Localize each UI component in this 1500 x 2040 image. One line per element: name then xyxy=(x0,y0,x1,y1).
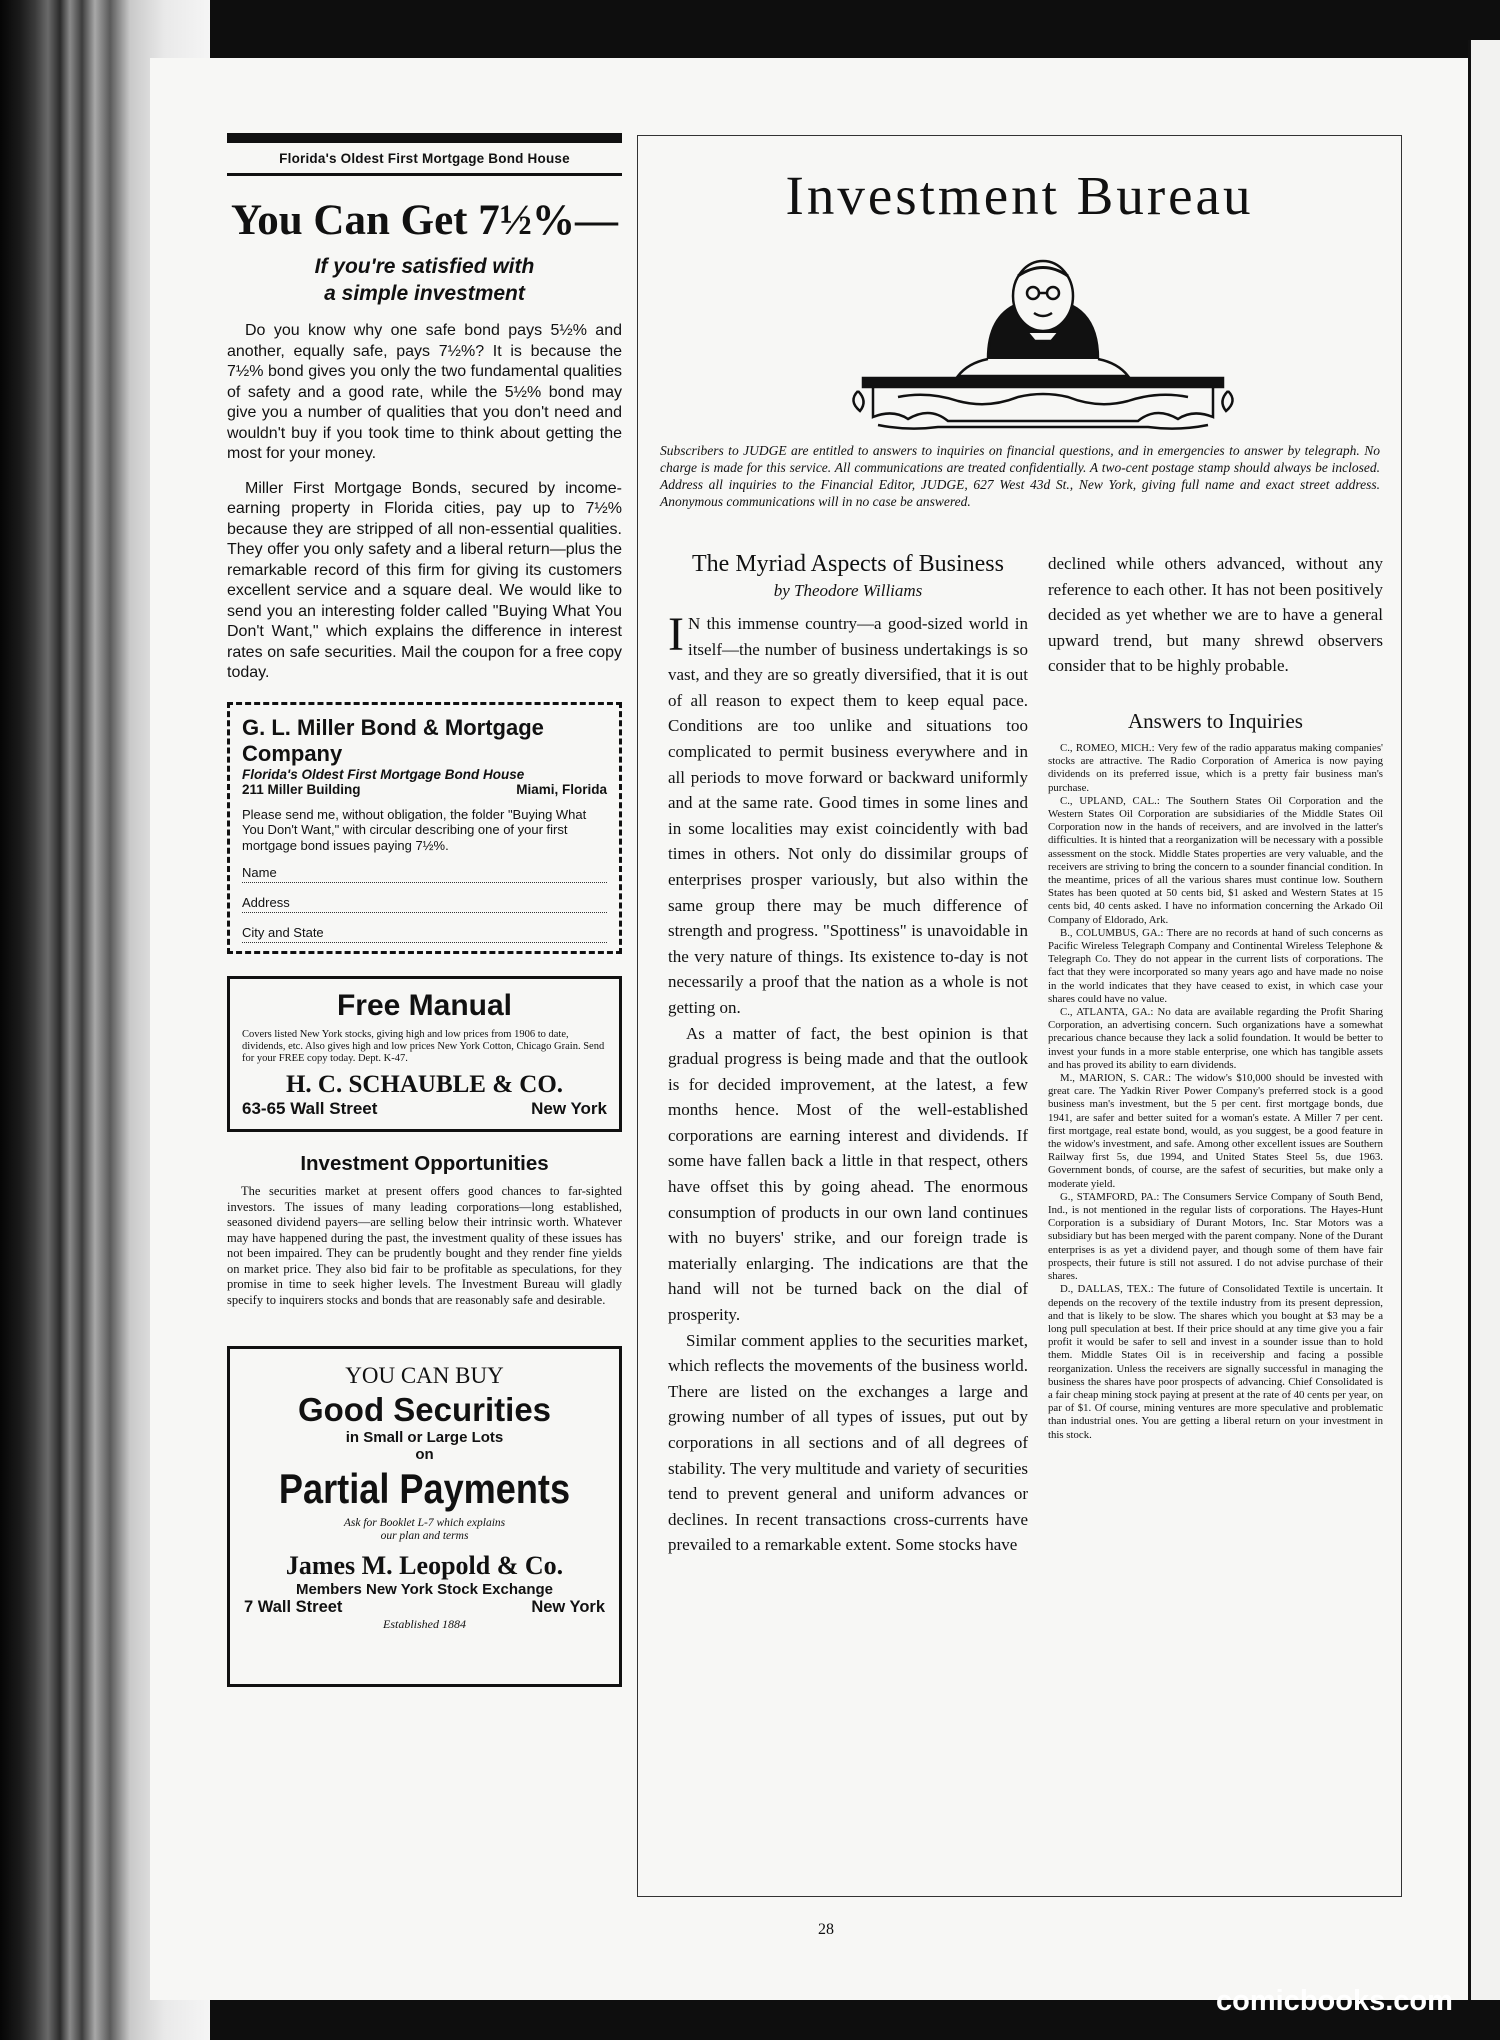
answers-title: Answers to Inquiries xyxy=(1128,708,1303,733)
opportunities-title: Investment Opportunities xyxy=(300,1152,549,1175)
article-column-right xyxy=(1048,551,1383,1442)
miller-header-tag: Florida's Oldest First Mortgage Bond House xyxy=(227,143,622,176)
answer-item: B., COLUMBUS, GA.: There are no records at hand of such concerns as Pacific Wireless Telegraph Company and Continental Wireless Telephone & Telegraph Co. They do not appear in the current lists of corporations. The fact that they were incorporated so many years ago and have made no noise in the world indicates that they have ceased to exist, in which case your shares could have no value. xyxy=(1048,926,1383,1005)
answer-item: C., ATLANTA, GA.: No data are available regarding the Profit Sharing Corporation, an advertising concern. Such organizations have a somewhat precarious chance because they lack a solid foundation. It would be better to invest your funds in a more stable enterprise, one which has tangible assets and has proved its ability to earn dividends. xyxy=(1048,1006,1383,1071)
schauble-address: 63-65 Wall Street xyxy=(242,1099,378,1118)
bureau-title: Investment Bureau xyxy=(785,165,1254,226)
coupon-name-field[interactable]: Name xyxy=(242,865,607,883)
miller-paragraph-2: Miller First Mortgage Bonds, secured by income-earning property in Florida cities, pay up to 7½% because they are stripped of all non-essential qualities. They offer you only safety and a liberal return—plus the remarkable record of this firm for giving its customers excellent service and a square deal. We would like to send you an interesting folder called "Buying What You Don't Want," which explains the difference in interest rates on safe securities. Mail the coupon for a free copy today. xyxy=(227,479,622,681)
answer-item: C., ROMEO, MICH.: Very few of the radio apparatus making companies' stocks are attractive. The Radio Corporation of America is now paying dividends on its preferred issue, which is a pretty fair business man's purchase. xyxy=(1048,741,1383,794)
article-paragraph-3: Similar comment applies to the securities market, which reflects the movements of the business world. There are listed on the exchanges a large and growing number of all types of issues, put out by corporations in all sections and of all degrees of stability. The very multitude and variety of securities tend to prevent general and uniform advances or declines. In recent transactions cross-currents have prevailed to a remarkable extent. Some stocks have xyxy=(668,1330,1028,1555)
coupon-address: 211 Miller Building xyxy=(242,781,361,797)
free-manual-ad xyxy=(227,976,622,1132)
leopold-line-2: Good Securities xyxy=(297,1391,552,1428)
leopold-line-5: Partial Payments xyxy=(278,1465,571,1512)
leopold-company: James M. Leopold & Co. xyxy=(285,1551,564,1580)
coupon-address-field[interactable]: Address xyxy=(242,895,607,913)
leopold-address: 7 Wall Street xyxy=(244,1598,343,1616)
schauble-address-row xyxy=(242,1099,607,1119)
banker-at-desk-illustration xyxy=(838,241,1248,441)
miller-subhead-line-1: If you're satisfied with xyxy=(314,255,535,278)
header-rule xyxy=(227,133,622,143)
miller-headline: You Can Get 7½%— xyxy=(230,197,619,244)
leopold-established: Established 1884 xyxy=(383,1617,466,1631)
article-paragraph-2: As a matter of fact, the best opinion is that gradual progress is being made and that the outlook is for decided improvement, at the latest, a few months hence. Most of the well-established corporations are earning interest and dividends. If some have fallen back a little in that respect, others have offset this by going ahead. The enormous consumption of products in our own land continues with no buyers' strike, and our foreign trade is materially enlarging. The indications are that the hand will not be turned back on the dial of prosperity. xyxy=(668,1023,1028,1325)
answer-item: G., STAMFORD, PA.: The Consumers Service Company of South Bend, Ind., is not mentioned in the regular lists of corporations. The Hayes-Hunt Corporation is a subsidiary of Durant Motors, Inc. Star Motors was a subsidiary but has been merged with the parent company. None of the Durant enterprises is as yet a dividend payer, and though some of them have fair prospects, their future is still not assured. I do not advise purchase of their shares. xyxy=(1048,1190,1383,1283)
leopold-line-1: YOU CAN BUY xyxy=(345,1363,504,1388)
article-paragraph-4: declined while others advanced, without any reference to each other. It has not been positively decided as yet whether we are to have a general upward trend, but many shrewd observers consider that to be highly probable. xyxy=(1048,554,1383,676)
answer-item: D., DALLAS, TEX.: The future of Consolidated Textile is uncertain. It depends on the recovery of the textile industry from its present depression, and that is likely to be slow. The shares which you bought at $3 may be a long pull speculation at best. If their price should at any time give you a fair profit it would be safer to sell and invest in a sounder issue than to hold them. Middle States Oil is in receivership and facing a possible reorganization. Unless the receivers are signally successful in managing the business the shares have poor prospects of advancing. Chief Consolidated is a fair cheap mining stock paying at present at the rate of 40 cents per year, on par of $1. Of course, mining ventures are more speculative and problematic than industrial ones. You are getting a liberal return on your investment in this stock. xyxy=(1048,1283,1383,1441)
leopold-city: New York xyxy=(531,1598,605,1616)
coupon-address-row xyxy=(242,782,607,797)
coupon-city: Miami, Florida xyxy=(516,781,607,797)
miller-subhead xyxy=(227,253,622,307)
leopold-booklet-line-2: our plan and terms xyxy=(380,1530,469,1542)
coupon-tagline: Florida's Oldest First Mortgage Bond House xyxy=(242,766,525,782)
schauble-city: New York xyxy=(531,1099,607,1118)
leopold-address-row xyxy=(230,1598,619,1617)
miller-coupon[interactable] xyxy=(227,702,622,955)
leopold-ad xyxy=(227,1346,622,1687)
leopold-line-4: on xyxy=(415,1446,434,1463)
article-column-left xyxy=(668,551,1028,1558)
left-ad-column xyxy=(227,133,622,1687)
leopold-booklet-note xyxy=(230,1517,619,1543)
leopold-members: Members New York Stock Exchange xyxy=(295,1581,554,1598)
free-manual-title: Free Manual xyxy=(336,989,513,1022)
article-byline: by Theodore Williams xyxy=(773,581,923,600)
leopold-booklet-line-1: Ask for Booklet L-7 which explains xyxy=(343,1517,506,1529)
coupon-request-text: Please send me, without obligation, the folder "Buying What You Don't Want," with circular describing one of your first mortgage bond issues paying 7½%. xyxy=(242,806,587,853)
answer-item: M., MARION, S. CAR.: The widow's $10,000 should be invested with great care. The Yadkin River Power Company's preferred stock is a good business man's investment, but the 5 per cent. first mortgage bonds, due 1941, are safer and better suited for a woman's estate. A Miller 7 per cent. first mortgage, real estate bond, would, as you suggest, be a good feature in the widow's investment, and safe. Among other excellent issues are Southern Railway first 5s, due 1994, and United States Steel 5s, due 1963. Government bonds, of course, are the safest of securities, but make only a moderate yield. xyxy=(1048,1072,1383,1190)
bureau-intro: Subscribers to JUDGE are entitled to answers to inquiries on financial questions, and in emergencies to answer by telegraph. No charge is made for this service. All communications are treated confidentially. A two-cent postage stamp should always be inclosed. Address all inquiries to the Financial Editor, JUDGE, 627 West 43d St., New York, giving full name and exact street address. Anonymous communications will in no case be answered. xyxy=(660,443,1380,509)
article-paragraph-1-text: N this immense country—a good-sized world in itself—the number of business undertakings is so vast, and they are so greatly diversified, that it is out of all reason to expect them to keep equal pace. Conditions are too unlike and situations too complicated to permit business everywhere and in all periods to move forward or backward uniformly and at the same rate. Good times in some lines and in some localities may exist coincidently with bad times in others. Not only do dissimilar groups of enterprises prosper variously, but also within the same group there may be much difference of strength and progress. "Spottiness" is unavoidable in the very nature of things. Its existence to-day is not necessarily a proof that the nation as a whole is not getting on. xyxy=(668,614,1028,1017)
schauble-company: H. C. SCHAUBLE & CO. xyxy=(285,1071,564,1098)
coupon-company: G. L. Miller Bond & Mortgage Company xyxy=(242,714,544,766)
miller-paragraph-1: Do you know why one safe bond pays 5½% and another, equally safe, pays 7½%? It is because the 7½% bond gives you only the two fundamental qualities of safety and a good rate, while the 5½% bond may give you a number of qualities that you don't need and wouldn't buy if you took time to think about getting the most for your money. xyxy=(227,322,622,462)
free-manual-description: Covers listed New York stocks, giving high and low prices from 1906 to date, dividends, etc. Also gives high and low prices New York Cotton, Chicago Grain. Send for your FREE copy today. Dept. K-47. xyxy=(242,1029,605,1064)
article-title: The Myriad Aspects of Business xyxy=(692,551,1004,577)
drop-cap: I xyxy=(668,608,684,661)
coupon-city-field[interactable]: City and State xyxy=(242,925,607,943)
investment-bureau-panel xyxy=(637,135,1402,1897)
leopold-line-3: in Small or Large Lots xyxy=(345,1429,504,1446)
miller-subhead-line-2: a simple investment xyxy=(324,282,525,305)
opportunities-body: The securities market at present offers good chances to far-sighted investors. The issues of many leading corporations—long established, seasoned dividend payers—are selling below their intrinsic worth. Whatever may have happened during the past, the investment quality of these issues has not been impaired. They can be prudently bought and they render fine yields on market price. They also bid fair to be profitable as speculations, for they promise in time to seek higher levels. The Investment Bureau will gladly specify to inquirers stocks and bonds that are reasonably safe and desirable. xyxy=(227,1184,622,1307)
answer-item: C., UPLAND, CAL.: The Southern States Oil Corporation and the Western States Oil Corporation are subsidiaries of the Middle States Oil Corporation now in the hands of receivers, and are involved in the latter's difficulties. It is hinted that a reorganization will be necessary with a possible assessment on the stock. Middle States properties are very valuable, and the receivers are striving to bring the concern to a sounder financial condition. In the meantime, prices of all the various shares must continue low. Southern States has been quoted at 50 cents bid, $1 asked and Western States at 15 cents bid, 40 cents asked. I have no information concerning the Arkado Oil Company of Eldorado, Ark. xyxy=(1048,794,1383,926)
book-page-edge-right xyxy=(1468,40,1500,2000)
watermark: comicbooks.com xyxy=(1216,1985,1453,2017)
page-number: 28 xyxy=(818,1921,834,1938)
article-paragraph-1 xyxy=(668,608,1028,1021)
